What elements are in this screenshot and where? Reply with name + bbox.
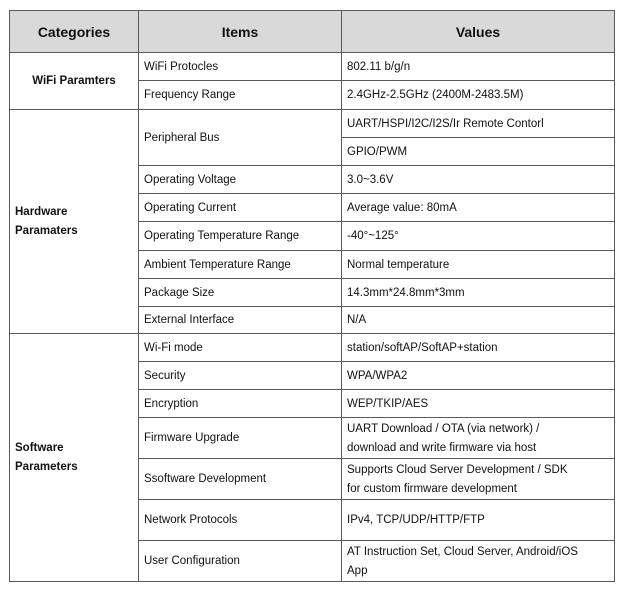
category-hardware-line1: Hardware (15, 206, 68, 218)
table-row (10, 110, 615, 138)
value-line: Supports Cloud Server Development / SDK (347, 463, 568, 476)
value-cell: -40°~125° (342, 222, 615, 251)
value-cell: WPA/WPA2 (342, 362, 615, 390)
item-cell: Frequency Range (139, 81, 342, 110)
item-cell: Ssoftware Development (139, 459, 342, 500)
item-cell: Operating Temperature Range (139, 222, 342, 251)
category-software-line2: Parameters (15, 461, 78, 473)
item-cell: Encryption (139, 390, 342, 418)
item-cell: External Interface (139, 307, 342, 334)
value-cell: 2.4GHz-2.5GHz (2400M-2483.5M) (342, 81, 615, 110)
category-software-line1: Software (15, 442, 64, 454)
value-cell: Normal temperature (342, 251, 615, 279)
value-cell (342, 418, 615, 459)
item-cell: User Configuration (139, 541, 342, 582)
value-cell (342, 541, 615, 582)
value-cell: Average value: 80mA (342, 194, 615, 222)
item-cell: Package Size (139, 279, 342, 307)
value-line: App (347, 564, 368, 577)
category-software (10, 334, 139, 582)
item-cell: Operating Current (139, 194, 342, 222)
item-cell: Wi-Fi mode (139, 334, 342, 362)
value-cell: 802.11 b/g/n (342, 53, 615, 81)
item-cell: Operating Voltage (139, 166, 342, 194)
item-cell: Firmware Upgrade (139, 418, 342, 459)
item-cell: WiFi Protocles (139, 53, 342, 81)
header-categories: Categories (10, 11, 139, 53)
category-hardware (10, 110, 139, 334)
value-cell: WEP/TKIP/AES (342, 390, 615, 418)
item-cell: Ambient Temperature Range (139, 251, 342, 279)
value-line: UART Download / OTA (via network) / (347, 422, 540, 435)
value-cell: 14.3mm*24.8mm*3mm (342, 279, 615, 307)
category-hardware-line2: Paramaters (15, 225, 78, 237)
value-line: for custom firmware development (347, 482, 518, 495)
value-cell: UART/HSPI/I2C/I2S/Ir Remote Contorl (342, 110, 615, 138)
value-cell: 3.0~3.6V (342, 166, 615, 194)
item-cell: Peripheral Bus (139, 110, 342, 166)
table-row (10, 53, 615, 81)
value-cell: IPv4, TCP/UDP/HTTP/FTP (342, 500, 615, 541)
specification-table (9, 10, 615, 582)
value-cell: N/A (342, 307, 615, 334)
item-cell: Network Protocols (139, 500, 342, 541)
value-line: AT Instruction Set, Cloud Server, Android/iOS (347, 545, 578, 558)
value-cell: GPIO/PWM (342, 138, 615, 166)
table-header-row (10, 11, 615, 53)
header-values: Values (342, 11, 615, 53)
item-cell: Security (139, 362, 342, 390)
category-wifi: WiFi Paramters (10, 53, 139, 110)
table-row (10, 334, 615, 362)
value-cell (342, 459, 615, 500)
header-items: Items (139, 11, 342, 53)
value-cell: station/softAP/SoftAP+station (342, 334, 615, 362)
value-line: download and write firmware via host (347, 441, 537, 454)
